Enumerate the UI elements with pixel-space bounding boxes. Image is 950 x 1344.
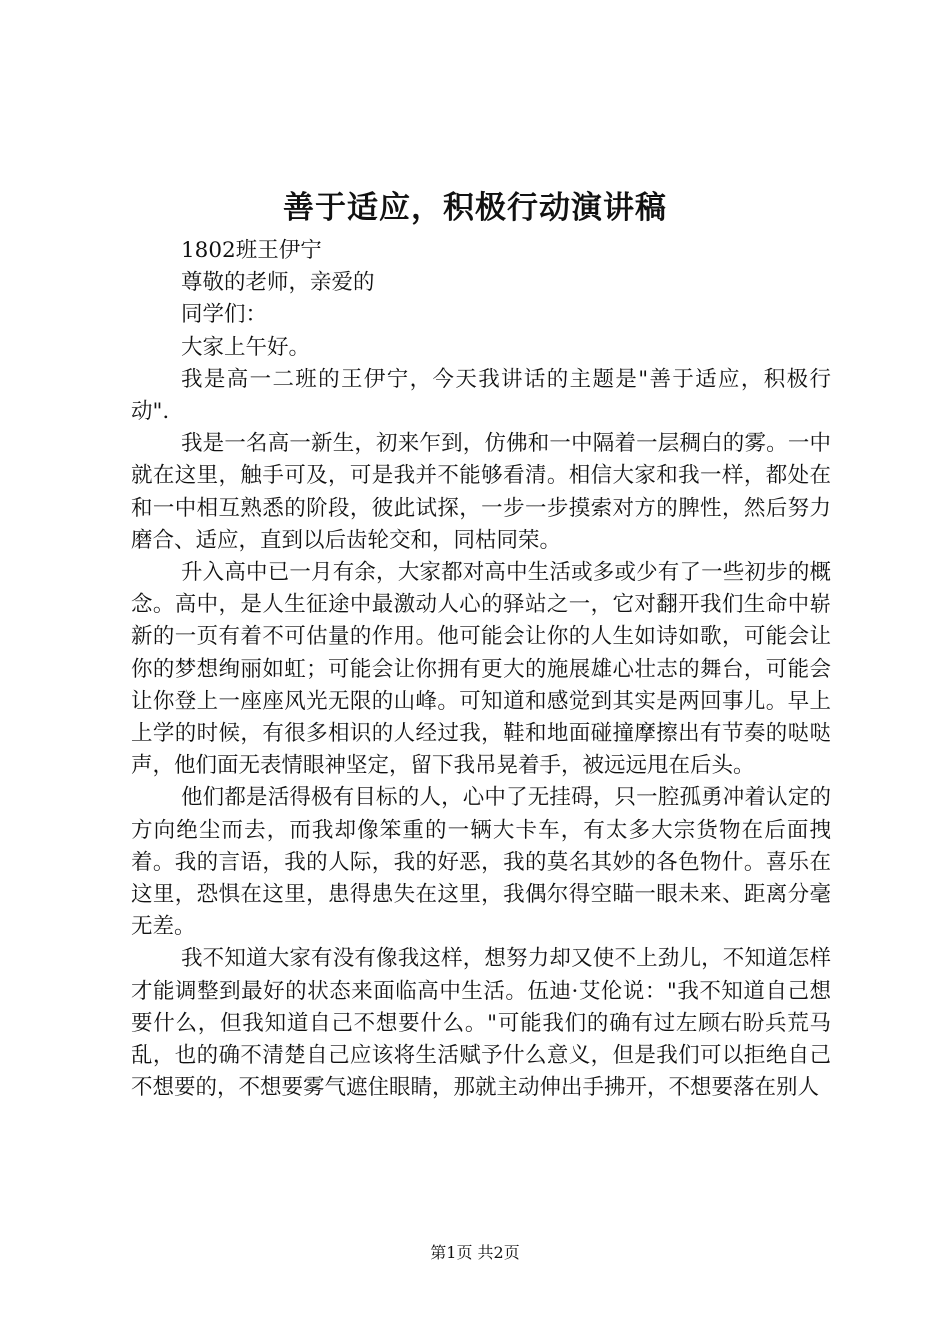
document-body — [131, 235, 831, 1104]
paragraph: 他们都是活得极有目标的人，心中了无挂碍，只一腔孤勇冲着认定的方向绝尘而去，而我却像笨重的一辆大卡车，有太多大宗货物在后面拽着。我的言语，我的人际，我的好恶，我的莫名其妙的各色物什。喜乐在这里，恐惧在这里，患得患失在这里，我偶尔得空瞄一眼未来、距离分毫无差。 — [131, 785, 831, 940]
paragraph-intro: 我是高一二班的王伊宁，今天我讲话的主题是"善于适应，积极行动". — [131, 366, 831, 425]
author-line: 1802班王伊宁 — [181, 238, 322, 263]
page-number-footer: 第1页 共2页 — [430, 1243, 520, 1262]
paragraph: 我不知道大家有没有像我这样，想努力却又使不上劲儿，不知道怎样才能调整到最好的状态来面临高中生活。伍迪·艾伦说："我不知道自己想要什么，但我知道自己不想要什么。"可能我们的确有过左顾右盼兵荒马乱，也的确不清楚自己应该将生活赋予什么意义，但是我们可以拒绝自己不想要的，不想要雾气遮住眼睛，那就主动伸出手拂开，不想要落在别人 — [131, 946, 831, 1101]
salutation-line: 尊敬的老师，亲爱的 — [181, 270, 375, 296]
document-title: 善于适应，积极行动演讲稿 — [283, 190, 667, 226]
paragraph: 升入高中已一月有余，大家都对高中生活或多或少有了一些初步的概念。高中，是人生征途中最激动人心的驿站之一，它对翻开我们生命中崭新的一页有着不可估量的作用。他可能会让你的人生如诗如歌，可能会让你的梦想绚丽如虹；可能会让你拥有更大的施展雄心壮志的舞台，可能会让你登上一座座风光无限的山峰。可知道和感觉到其实是两回事儿。早上上学的时候，有很多相识的人经过我，鞋和地面碰撞摩擦出有节奏的哒哒声，他们面无表情眼神坚定，留下我吊晃着手，被远远甩在后头。 — [131, 560, 831, 779]
greeting-line: 大家上午好。 — [181, 334, 311, 360]
salutation-line-2: 同学们： — [181, 302, 268, 328]
paragraph: 我是一名高一新生，初来乍到，仿佛和一中隔着一层稠白的雾。一中就在这里，触手可及，可是我并不能够看清。相信大家和我一样，都处在和一中相互熟悉的阶段，彼此试探，一步一步摸索对方的脾性，然后努力磨合、适应，直到以后齿轮交和，同枯同荣。 — [131, 431, 831, 553]
